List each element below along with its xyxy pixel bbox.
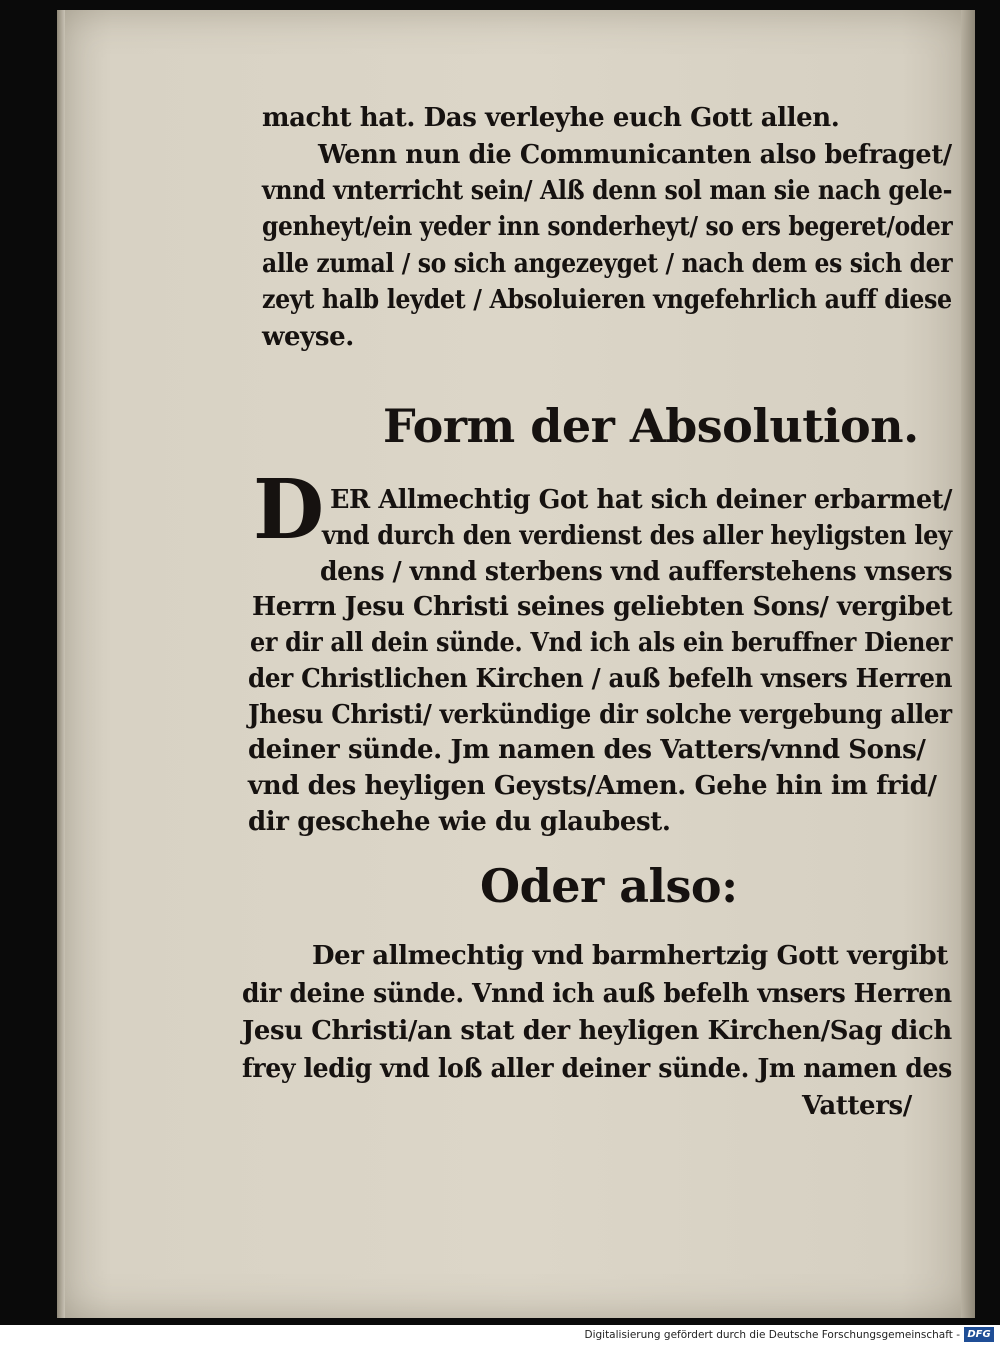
digitization-footer — [0, 1325, 1000, 1345]
text-line: er dir all dein sünde. Vnd ich als ein beruffner Diener — [250, 628, 953, 658]
text-line: vnd durch den verdienst des aller heyligsten ley — [322, 521, 952, 551]
funding-notice: Digitalisierung gefördert durch die Deutsche Forschungsgemeinschaft - — [584, 1329, 960, 1341]
text-line: Jesu Christi/an stat der heyligen Kirchen/Sag dich — [242, 1016, 952, 1046]
text-line: Der allmechtig vnd barmhertzig Gott vergibt — [312, 941, 948, 971]
text-line: Vatters/ — [802, 1091, 912, 1121]
text-line: Herrn Jesu Christi seines geliebten Sons/ vergibet — [252, 592, 953, 622]
text-line: zeyt halb leydet / Absoluieren vngefehrlich auff diese — [262, 285, 952, 315]
section-heading-absolution: Form der Absolution. — [383, 399, 919, 453]
text-line: genheyt/ein yeder inn sonderheyt/ so ers begeret/oder — [262, 212, 953, 242]
text-line: dens / vnnd sterbens vnd aufferstehens vnsers — [320, 557, 953, 587]
text-line: dir deine sünde. Vnnd ich auß befelh vnsers Herren — [242, 979, 952, 1009]
decorated-initial: D — [253, 462, 325, 558]
text-line: deiner sünde. Jm namen des Vatters/vnnd Sons/ — [248, 735, 926, 765]
dfg-logo[interactable]: DFG — [964, 1327, 994, 1342]
text-line: dir geschehe wie du glaubest. — [248, 807, 671, 837]
text-line: weyse. — [262, 322, 354, 352]
page-fold-edge — [57, 10, 65, 1318]
text-line: Jhesu Christi/ verkündige dir solche vergebung aller — [248, 700, 952, 730]
text-line: macht hat. Das verleyhe euch Gott allen. — [262, 103, 840, 133]
text-line: ER Allmechtig Got hat sich deiner erbarmet/ — [330, 485, 953, 515]
page-outer-edge — [961, 10, 975, 1318]
text-line: der Christlichen Kirchen / auß befelh vnsers Herren — [248, 664, 953, 694]
text-line: alle zumal / so sich angezeyget / nach dem es sich der — [262, 249, 953, 279]
text-line: vnnd vnterricht sein/ Alß denn sol man sie nach gele- — [262, 176, 953, 206]
section-heading-oder-also: Oder also: — [480, 859, 738, 913]
text-line: vnd des heyligen Geysts/Amen. Gehe hin im frid/ — [248, 771, 937, 801]
text-line: Wenn nun die Communicanten also befraget/ — [318, 140, 952, 170]
text-line: frey ledig vnd loß aller deiner sünde. Jm namen des — [242, 1054, 952, 1084]
